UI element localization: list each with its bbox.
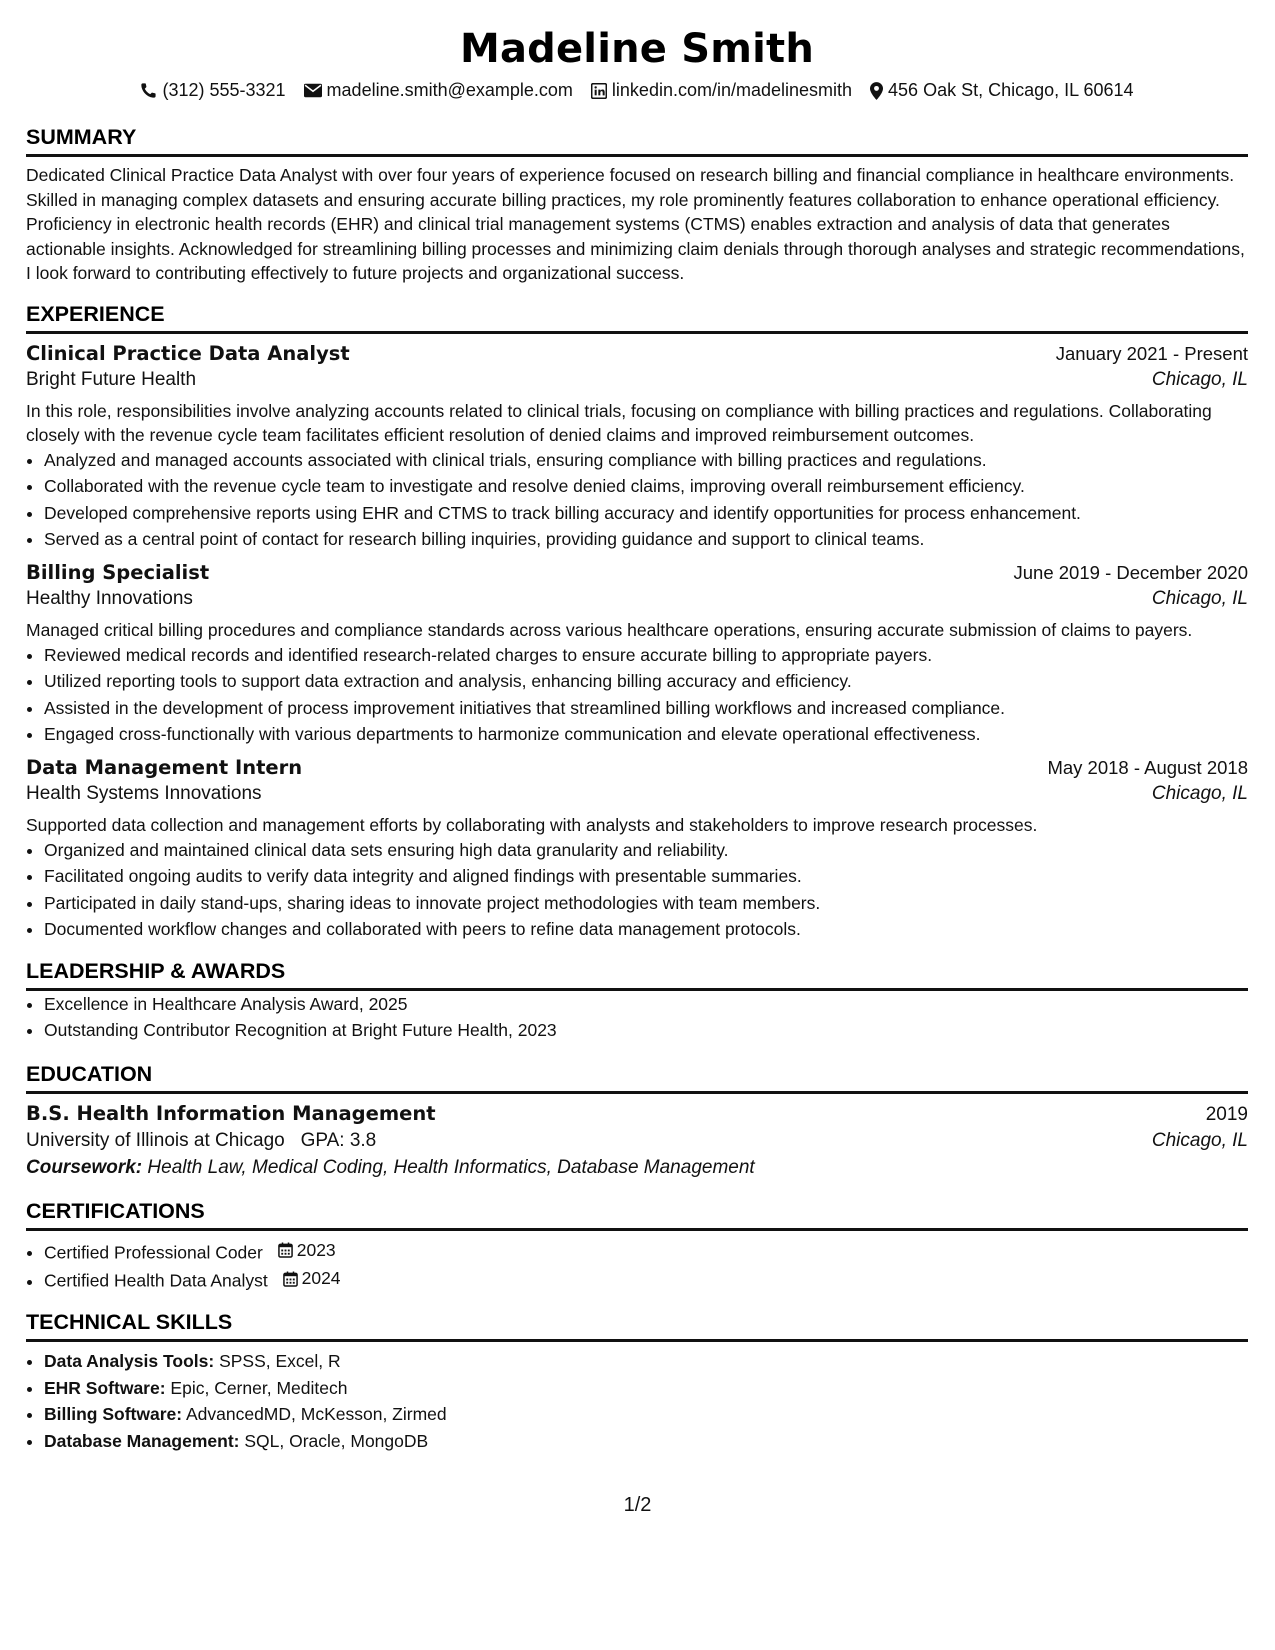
page-number: 1/2	[623, 1494, 652, 1516]
cert-item	[44, 1237, 1248, 1266]
cert-date	[283, 1265, 341, 1292]
contact-address	[870, 80, 1134, 101]
job-description: Supported data collection and management efforts by collaborating with analysts and stakeholders to improve research processes.	[26, 814, 1038, 835]
section-title-awards: LEADERSHIP & AWARDS	[26, 959, 1248, 991]
cert-name: Certified Professional Coder	[44, 1241, 263, 1262]
job-bullet: • Analyzed and managed accounts associated with clinical trials, ensuring compliance with billing practices and regulations.	[44, 447, 1248, 474]
edu-gpa: GPA: 3.8	[300, 1129, 377, 1151]
edu-location: Chicago, IL	[1151, 1129, 1248, 1151]
job-bullet: • Assisted in the development of process improvement initiatives that streamlined billing workflows and increased compliance.	[44, 695, 1248, 722]
skill-label: Data Analysis Tools:	[44, 1351, 215, 1371]
awards-section	[26, 959, 1248, 1044]
phone-icon	[140, 82, 157, 99]
job-description: In this role, responsibilities involve analyzing accounts related to clinical trials, focusing on compliance with billing practices and regulations. Collaborating closely with the revenue cycle team facilitates efficient resolution of denied claims and improved reimbursement outcomes.	[26, 400, 1212, 445]
job-bullet: • Facilitated ongoing audits to verify data integrity and aligned findings with presentable summaries.	[44, 863, 1248, 890]
experience-section	[26, 302, 1248, 943]
job-title: Data Management Intern	[26, 755, 303, 779]
skill-label: Billing Software:	[44, 1404, 183, 1424]
skill-value: AdvancedMD, McKesson, Zirmed	[185, 1404, 447, 1424]
job-location: Chicago, IL	[1151, 782, 1248, 804]
job-bullet: • Reviewed medical records and identified research-related charges to ensure accurate billing to appropriate payers.	[44, 642, 1248, 669]
map-pin-icon	[870, 82, 883, 100]
job-bullets	[26, 447, 1248, 553]
edu-degree: B.S. Health Information Management	[26, 1101, 436, 1125]
section-title-certifications: CERTIFICATIONS	[26, 1199, 1248, 1231]
job-title: Billing Specialist	[26, 560, 210, 584]
contact-bar	[26, 80, 1248, 101]
job-bullet: • Served as a central point of contact for research billing inquiries, providing guidance and support to clinical teams.	[44, 526, 1248, 553]
award-item: • Excellence in Healthcare Analysis Award, 2025	[44, 991, 1248, 1018]
section-title-skills: TECHNICAL SKILLS	[26, 1310, 1248, 1342]
section-title-education: EDUCATION	[26, 1062, 1248, 1094]
skill-item	[44, 1428, 1248, 1455]
job-bullets	[26, 642, 1248, 748]
skill-value: SPSS, Excel, R	[219, 1351, 341, 1371]
contact-linkedin[interactable]	[591, 80, 852, 101]
skill-value: Epic, Cerner, Meditech	[170, 1377, 348, 1398]
email-text: madeline.smith@example.com	[326, 80, 573, 100]
summary-section	[26, 125, 1248, 286]
address-text: 456 Oak St, Chicago, IL 60614	[888, 80, 1134, 100]
skill-value: SQL, Oracle, MongoDB	[244, 1430, 429, 1451]
section-title-experience: EXPERIENCE	[26, 302, 1248, 334]
job-entry	[26, 342, 1248, 553]
resume-page	[26, 0, 1248, 1454]
linkedin-text: linkedin.com/in/madelinesmith	[611, 80, 853, 100]
cert-name: Certified Health Data Analyst	[44, 1270, 268, 1291]
edu-school-line	[26, 1130, 376, 1152]
coursework-label: Coursework:	[26, 1156, 143, 1178]
edu-year: 2019	[1205, 1103, 1248, 1125]
skill-label: EHR Software:	[44, 1377, 166, 1398]
job-location: Chicago, IL	[1151, 587, 1248, 609]
job-dates: June 2019 - December 2020	[1013, 561, 1248, 583]
job-company: Health Systems Innovations	[26, 782, 262, 804]
cert-item	[44, 1265, 1248, 1294]
skills-section	[26, 1310, 1248, 1454]
skill-item	[44, 1401, 1248, 1428]
awards-list	[26, 991, 1248, 1044]
job-bullet: • Organized and maintained clinical data sets ensuring high data granularity and reliability.	[44, 837, 1248, 864]
job-description: Managed critical billing procedures and compliance standards across various healthcare operations, ensuring accurate submission of claims to payers.	[26, 619, 1193, 640]
envelope-icon	[304, 83, 322, 98]
certifications-section	[26, 1199, 1248, 1295]
cert-year: 2023	[296, 1239, 336, 1260]
job-entry	[26, 756, 1248, 943]
job-entry	[26, 561, 1248, 748]
contact-phone[interactable]	[140, 80, 285, 101]
calendar-icon	[283, 1271, 298, 1287]
cert-date	[278, 1237, 336, 1264]
skill-item	[44, 1348, 1248, 1375]
job-bullet: • Participated in daily stand-ups, sharing ideas to innovate project methodologies with team members.	[44, 890, 1248, 917]
summary-text: Dedicated Clinical Practice Data Analyst with over four years of experience focused on research billing and financial compliance in healthcare environments. Skilled in managing complex datasets and ensuring accurate billing practices, my role prominently features collaboration to enhance operational efficiency. Proficiency in electronic health records (EHR) and clinical trial management systems (CTMS) enables extraction and analysis of data that generates actionable insights. Acknowledged for streamlining billing processes and minimizing claim denials through thorough analyses and strategic recommendations, I look forward to contributing effectively to future projects and organizational success.	[26, 165, 1245, 283]
job-company: Healthy Innovations	[26, 587, 193, 609]
job-dates: May 2018 - August 2018	[1047, 756, 1248, 778]
job-bullet: • Developed comprehensive reports using EHR and CTMS to track billing accuracy and identify opportunities for process enhancement.	[44, 500, 1248, 527]
skill-item	[44, 1375, 1248, 1402]
job-company: Bright Future Health	[26, 368, 197, 390]
certifications-list	[26, 1237, 1248, 1295]
job-bullet: • Collaborated with the revenue cycle team to investigate and resolve denied claims, improving overall reimbursement efficiency.	[44, 473, 1248, 500]
skills-list	[26, 1348, 1248, 1454]
phone-text: (312) 555-3321	[162, 80, 286, 100]
coursework-list: Health Law, Medical Coding, Health Informatics, Database Management	[147, 1156, 755, 1178]
award-item: • Outstanding Contributor Recognition at Bright Future Health, 2023	[44, 1017, 1248, 1044]
job-bullet: • Utilized reporting tools to support data extraction and analysis, enhancing billing accuracy and efficiency.	[44, 668, 1248, 695]
edu-school: University of Illinois at Chicago	[26, 1129, 285, 1151]
job-dates: January 2021 - Present	[1055, 342, 1248, 364]
job-title: Clinical Practice Data Analyst	[26, 341, 350, 365]
job-bullets	[26, 837, 1248, 943]
candidate-name: Madeline Smith	[459, 26, 815, 72]
section-title-summary: SUMMARY	[26, 125, 1248, 157]
contact-email[interactable]	[304, 80, 573, 101]
skill-label: Database Management:	[44, 1430, 240, 1451]
calendar-icon	[278, 1242, 293, 1258]
linkedin-icon	[591, 83, 607, 99]
education-section	[26, 1062, 1248, 1179]
job-bullet: • Engaged cross-functionally with various departments to harmonize communication and elevate operational effectiveness.	[44, 721, 1248, 748]
job-bullet: • Documented workflow changes and collaborated with peers to refine data management protocols.	[44, 916, 1248, 943]
edu-coursework	[26, 1157, 1248, 1179]
job-location: Chicago, IL	[1151, 368, 1248, 390]
cert-year: 2024	[301, 1268, 341, 1289]
